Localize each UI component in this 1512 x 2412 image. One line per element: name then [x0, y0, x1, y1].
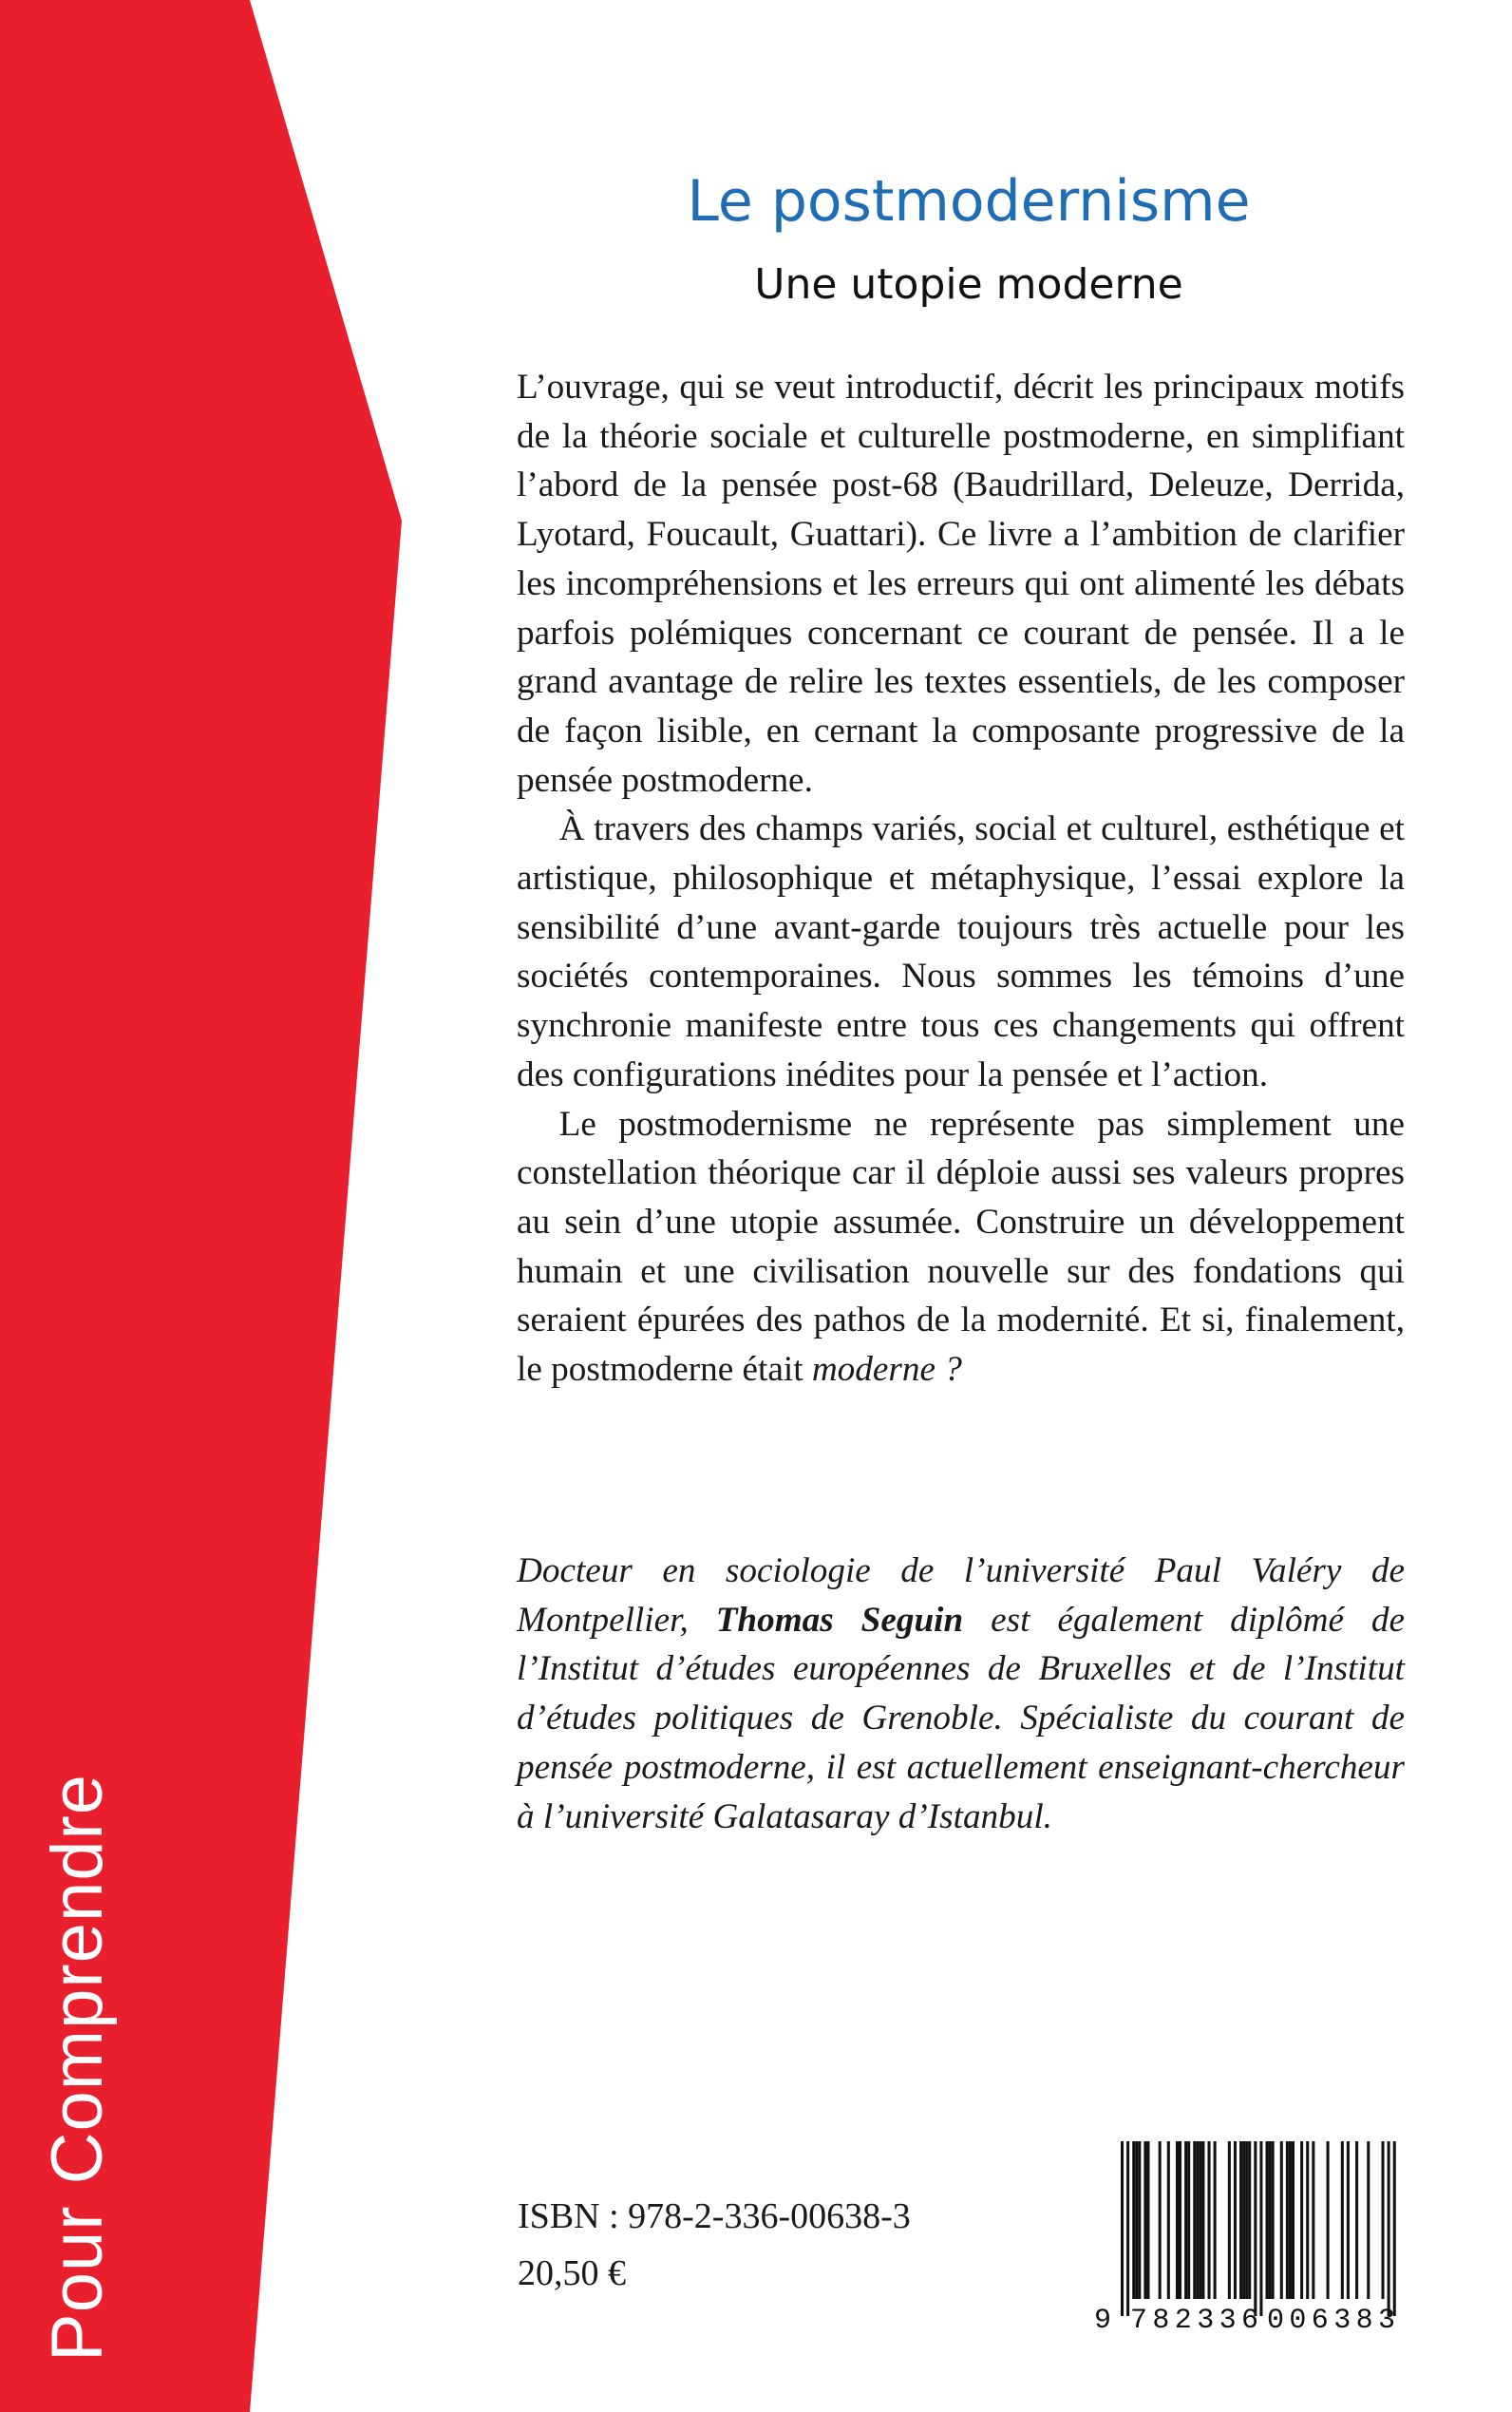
- barcode-bar: [1193, 2141, 1196, 2299]
- back-cover-blurb: [517, 363, 1405, 1395]
- bio-before: Docteur en sociologie de l’université Paul Valéry de Montpellier,: [517, 1551, 1405, 1640]
- barcode-bar: [1245, 2141, 1248, 2299]
- barcode-first-digit: 9: [1094, 2305, 1112, 2337]
- barcode-bar: [1248, 2141, 1251, 2299]
- barcode-bar: [1347, 2141, 1350, 2299]
- barcode-bar: [1286, 2141, 1289, 2299]
- barcode-bar: [1306, 2141, 1309, 2299]
- barcode-bar: [1121, 2141, 1124, 2316]
- barcode-bar: [1280, 2141, 1283, 2299]
- barcode-bar: [1138, 2141, 1141, 2299]
- book-subtitle: Une utopie moderne: [754, 260, 1183, 309]
- barcode-bar: [1341, 2141, 1344, 2299]
- barcode-bar: [1312, 2141, 1314, 2299]
- barcode-bars: [1121, 2141, 1396, 2316]
- book-title: Le postmodernisme: [687, 168, 1251, 235]
- barcode-bar: [1234, 2141, 1237, 2299]
- price: 20,50 €: [518, 2253, 626, 2293]
- blurb-paragraph-1: L’ouvrage, qui se veut introductif, décrit les principaux motifs de la théorie sociale et culturelle postmoderne, en simplifiant l’abord de la pensée post-68 (Baudrillard, Deleuze, Derrida, Lyotard, Foucault, Guattari). Ce livre a l’ambition de clarifier les incompréhensions et les erreurs qui ont alimenté les débats parfois polémiques concernant ce courant de pensée. Il a le grand avantage de relire les textes essentiels, de les composer de façon lisible, en cernant la composante progressive de la pensée postmoderne.: [517, 368, 1405, 800]
- barcode-bar: [1242, 2141, 1245, 2299]
- barcode-bar: [1272, 2141, 1275, 2299]
- barcode-bar: [1269, 2141, 1272, 2299]
- barcode-bar: [1259, 2141, 1262, 2316]
- blurb-paragraph-3-italic: moderne ?: [811, 1350, 962, 1390]
- barcode-bar: [1167, 2141, 1170, 2299]
- barcode-bar: [1126, 2141, 1129, 2316]
- blurb-paragraph-2: À travers des champs variés, social et culturel, esthétique et artistique, philosophique et métaphysique, l’essai explore la sensibilité d’une avant-garde toujours très actuelle pour les sociétés contemporaines. Nous sommes les témoins d’une synchronie manifeste entre tous ces changements qui offrent des configurations inédites pour la pensée et l’action.: [517, 809, 1405, 1094]
- barcode-bar: [1388, 2141, 1390, 2316]
- barcode-bar: [1239, 2141, 1242, 2299]
- barcode-bar: [1146, 2141, 1149, 2299]
- barcode-bar: [1132, 2141, 1135, 2299]
- barcode-bar: [1367, 2141, 1370, 2299]
- author-bio: [517, 1547, 1405, 1841]
- barcode-bar: [1159, 2141, 1162, 2299]
- barcode-bar: [1355, 2141, 1358, 2299]
- bio-after: est également diplômé de l’Institut d’études européennes de Bruxelles et de l’Institut d’études politiques de Grenoble. Spécialiste du courant de pensée postmoderne, il est actuellement enseignant-chercheur à l’université Galatasaray d’Istanbul.: [517, 1600, 1406, 1836]
- barcode-bar: [1393, 2141, 1396, 2316]
- author-bio-text: [517, 1547, 1405, 1841]
- barcode-bar: [1187, 2141, 1190, 2299]
- barcode-bar: [1176, 2141, 1179, 2299]
- barcode-bar: [1266, 2141, 1269, 2299]
- isbn: ISBN : 978-2-336-00638-3: [518, 2196, 911, 2236]
- barcode-bar: [1143, 2141, 1146, 2299]
- barcode-left-digits: 782336: [1130, 2305, 1258, 2337]
- barcode-right-digits: 006383: [1267, 2305, 1395, 2337]
- barcode-bar: [1184, 2141, 1187, 2299]
- barcode-bar: [1208, 2141, 1211, 2299]
- barcode-bar: [1214, 2141, 1217, 2299]
- barcode-bar: [1300, 2141, 1303, 2299]
- barcode-bar: [1327, 2141, 1330, 2299]
- series-name: Pour Comprendre: [37, 1773, 118, 2362]
- barcode: [1092, 2137, 1425, 2337]
- barcode-bar: [1196, 2141, 1199, 2299]
- author-name: Thomas Seguin: [715, 1600, 964, 1640]
- barcode-bar: [1135, 2141, 1138, 2299]
- barcode-bar: [1201, 2141, 1204, 2299]
- blurb-paragraph-3-text: Le postmodernisme ne représente pas simplement une constellation théorique car il déploie aussi ses valeurs propres au sein d’une utopie assumée. Construire un développement humain et une civilisation nouvelle sur des fondations qui seraient épurées des pathos de la modernité. Et si, finalement, le postmoderne était: [517, 1104, 1405, 1390]
- barcode-bar: [1289, 2141, 1292, 2299]
- barcode-bar: [1199, 2141, 1201, 2299]
- barcode-bar: [1254, 2141, 1257, 2316]
- barcode-bar: [1179, 2141, 1181, 2299]
- blurb-paragraph-3: [517, 1100, 1405, 1395]
- barcode-bar: [1292, 2141, 1295, 2299]
- barcode-bar: [1228, 2141, 1231, 2299]
- barcode-bar: [1382, 2141, 1385, 2299]
